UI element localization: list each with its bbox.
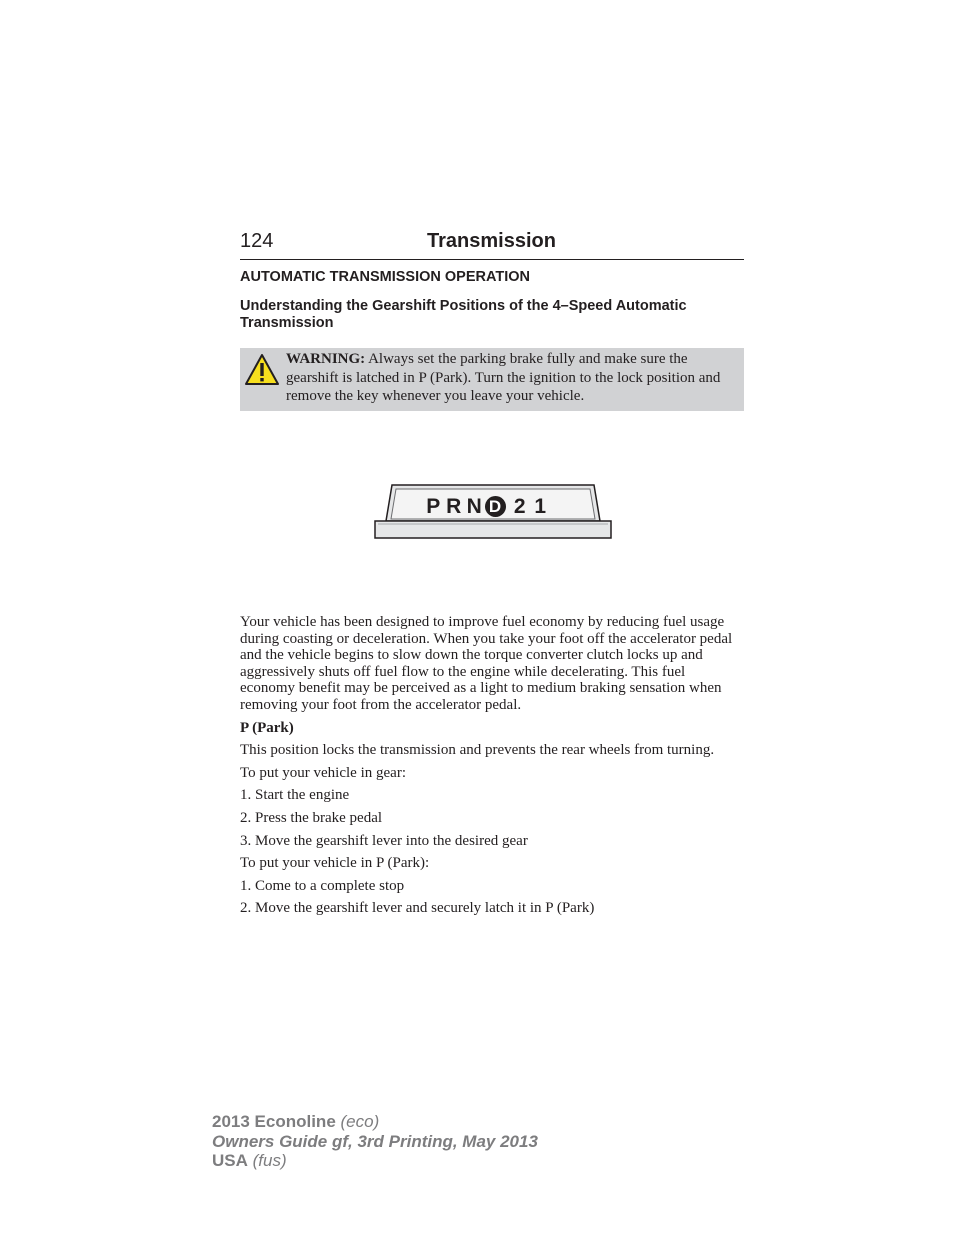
gear-d-selected: D [485,496,506,517]
warning-triangle-icon [244,352,280,388]
gear-n: N [466,495,482,518]
footer-market: USA [212,1151,248,1170]
section-heading: AUTOMATIC TRANSMISSION OPERATION [240,269,530,285]
in-gear-step: 3. Move the gearshift lever into the desired gear [240,832,528,849]
park-step: 1. Come to a complete stop [240,877,405,894]
footer-line-3 [212,1151,538,1171]
park-heading: P (Park) [240,719,294,736]
warning-box [240,348,744,411]
footer-model: 2013 Econoline [212,1112,336,1131]
footer-line-1 [212,1112,538,1132]
in-gear-intro: To put your vehicle in gear: [240,764,406,781]
body-text [240,614,740,923]
page-number: 124 [240,230,274,252]
gear-p: P [426,495,441,518]
gear-r: R [446,495,462,518]
page-header [240,229,744,260]
gear-2: 2 [513,495,526,518]
subsection-heading: Understanding the Gearshift Positions of the 4–Speed Automatic Transmission [240,298,687,331]
in-gear-step: 1. Start the engine [240,787,350,804]
gear-positions [423,494,573,520]
gear-1: 1 [534,495,547,518]
footer-line-2: Owners Guide gf, 3rd Printing, May 2013 [212,1131,538,1151]
footer-model-code: (eco) [335,1112,380,1131]
footer-market-code: (fus) [247,1151,287,1170]
in-gear-step: 2. Press the brake pedal [240,809,383,826]
park-step: 2. Move the gearshift lever and securely latch it in P (Park) [240,900,595,917]
warning-label: WARNING: [286,351,366,367]
chapter-title: Transmission [427,230,556,252]
page-footer [212,1112,538,1171]
intro-paragraph: Your vehicle has been designed to improve fuel economy by reducing fuel usage during coasting or deceleration. When you take your foot off the accelerator pedal and the vehicle begins to slow down the torque converter clutch locks up and aggressively shuts off fuel flow to the engine while decelerating. This fuel economy benefit may be perceived as a light to medium braking sensation when removing your foot from the accelerator pedal. [240,614,733,713]
park-description: This position locks the transmission and prevents the rear wheels from turning. [240,742,715,759]
warning-text: Always set the parking brake fully and make sure the gearshift is latched in P (Park). Turn the ignition to the lock position and remove the key whenever you leave your vehicle. [286,351,721,404]
park-intro: To put your vehicle in P (Park): [240,855,430,872]
